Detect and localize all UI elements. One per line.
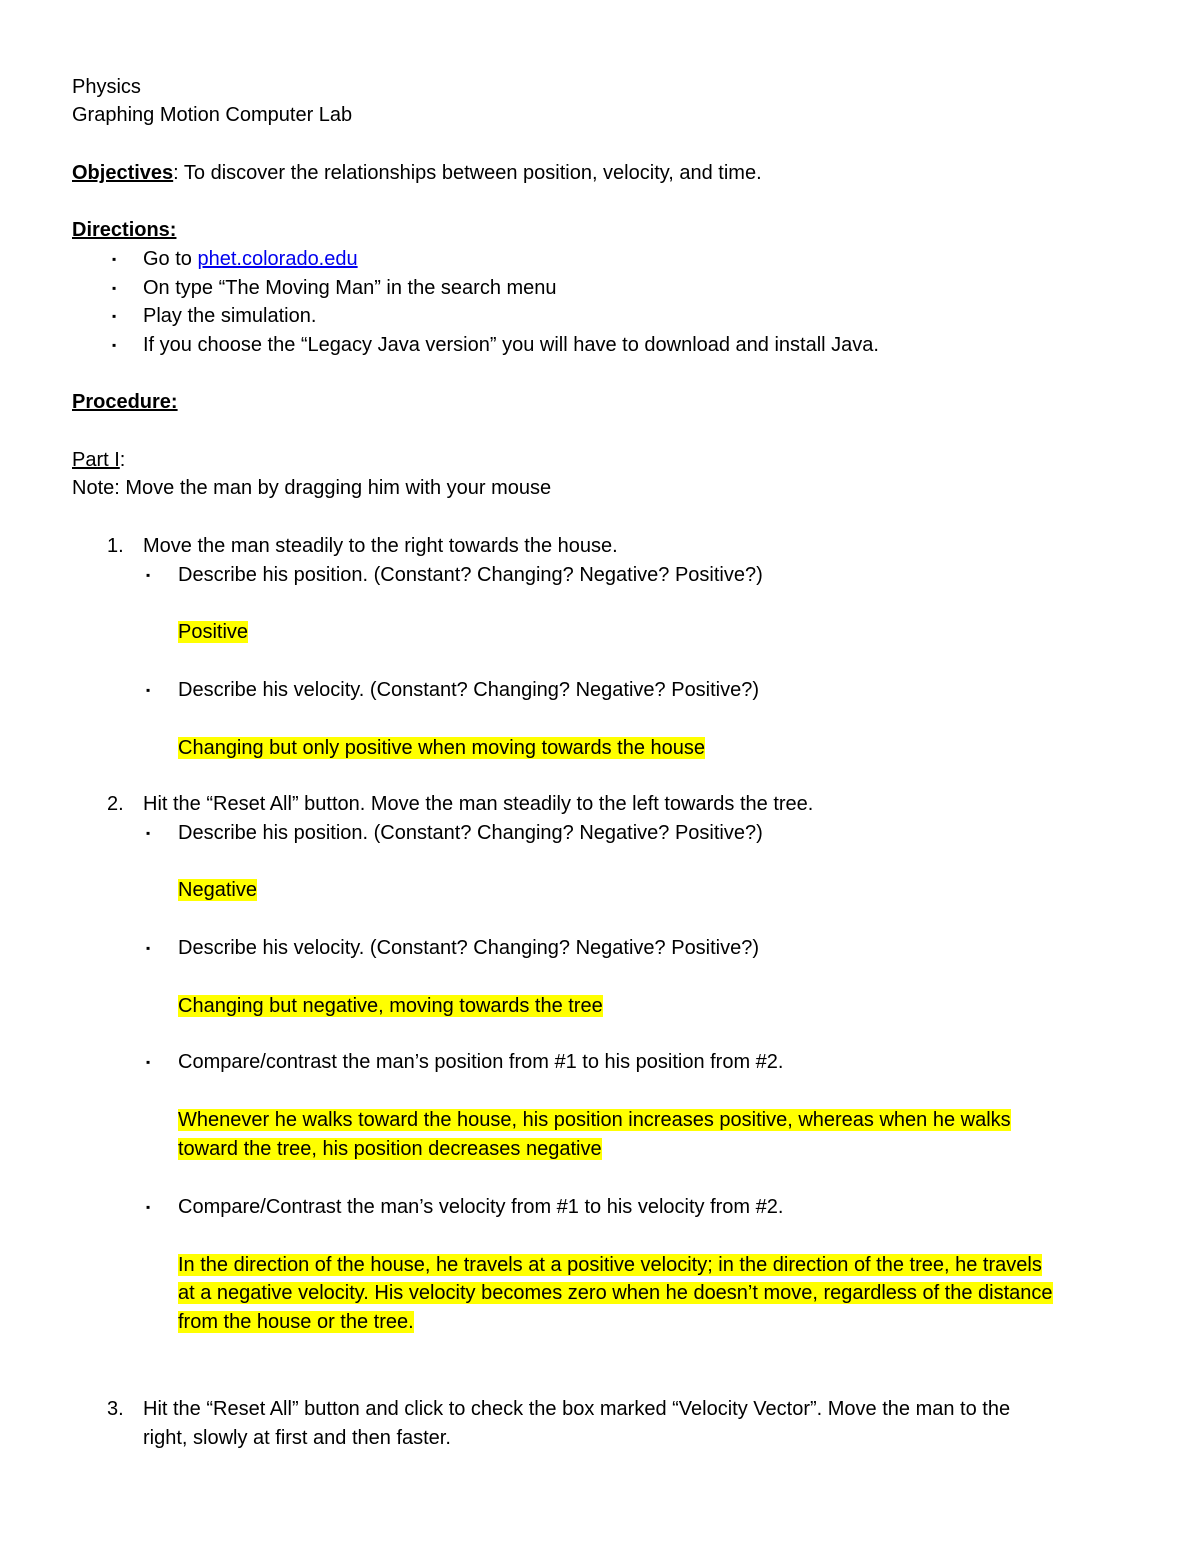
q1-velocity-prompt: Describe his velocity. (Constant? Changing? Negative? Positive?) — [178, 679, 760, 701]
part1-heading — [72, 447, 125, 473]
bullet-icon: ▪ — [146, 1200, 151, 1214]
bullet-icon: ▪ — [146, 683, 151, 697]
q1-position-answer: Positive — [178, 621, 249, 643]
compare-velocity-prompt: Compare/Contrast the man’s velocity from #1 to his velocity from #2. — [178, 1196, 784, 1218]
question-number: 2. — [107, 793, 124, 815]
question-3-text-line2: right, slowly at first and then faster. — [143, 1427, 451, 1449]
direction-item-2: On type “The Moving Man” in the search menu — [143, 277, 557, 299]
bullet-icon: ▪ — [112, 252, 117, 266]
document-title: Graphing Motion Computer Lab — [72, 104, 353, 126]
phet-link[interactable]: phet.colorado.edu — [197, 248, 358, 270]
direction-item-1 — [143, 246, 358, 272]
q1-velocity-answer: Changing but only positive when moving towards the house — [178, 737, 705, 759]
objectives-text: To discover the relationships between position, velocity, and time. — [178, 162, 762, 184]
question-number: 1. — [107, 535, 124, 557]
bullet-icon: ▪ — [112, 338, 117, 352]
bullet-icon: ▪ — [112, 309, 117, 323]
q2-position-answer: Negative — [178, 879, 257, 901]
compare-position-answer-line2: toward the tree, his position decreases negative — [178, 1138, 602, 1160]
question-2-text: Hit the “Reset All” button. Move the man steadily to the left towards the tree. — [143, 793, 814, 815]
compare-velocity-answer-line1: In the direction of the house, he travels at a positive velocity; in the direction of the tree, he travels — [178, 1254, 1042, 1276]
q2-velocity-prompt: Describe his velocity. (Constant? Changing? Negative? Positive?) — [178, 937, 760, 959]
q2-position-prompt: Describe his position. (Constant? Changing? Negative? Positive?) — [178, 822, 763, 844]
bullet-icon: ▪ — [146, 826, 151, 840]
compare-velocity-answer-line3: from the house or the tree. — [178, 1311, 414, 1333]
direction-item-4: If you choose the “Legacy Java version” you will have to download and install Java. — [143, 334, 879, 356]
subject-heading: Physics — [72, 76, 141, 98]
direction-item-3: Play the simulation. — [143, 305, 317, 327]
compare-position-answer-line1: Whenever he walks toward the house, his position increases positive, whereas when he walks — [178, 1109, 1011, 1131]
question-1-text: Move the man steadily to the right towards the house. — [143, 535, 618, 557]
bullet-icon: ▪ — [112, 281, 117, 295]
part1-colon: : — [119, 449, 126, 471]
procedure-label: Procedure: — [72, 391, 178, 413]
bullet-icon: ▪ — [146, 941, 151, 955]
part1-note: Note: Move the man by dragging him with your mouse — [72, 477, 552, 499]
question-3-text-line1: Hit the “Reset All” button and click to check the box marked “Velocity Vector”. Move the man to the — [143, 1398, 1011, 1420]
objectives-colon: : — [173, 162, 179, 184]
bullet-icon: ▪ — [146, 1055, 151, 1069]
direction-item-1-text: Go to — [143, 248, 198, 270]
compare-position-prompt: Compare/contrast the man’s position from #1 to his position from #2. — [178, 1051, 784, 1073]
directions-label: Directions: — [72, 219, 177, 241]
question-number: 3. — [107, 1398, 124, 1420]
part1-label: Part I — [72, 449, 120, 471]
objectives-label: Objectives — [72, 162, 174, 184]
bullet-icon: ▪ — [146, 568, 151, 582]
objectives-line — [72, 160, 762, 186]
q1-position-prompt: Describe his position. (Constant? Changing? Negative? Positive?) — [178, 564, 763, 586]
q2-velocity-answer: Changing but negative, moving towards the tree — [178, 995, 603, 1017]
compare-velocity-answer-line2: at a negative velocity. His velocity becomes zero when he doesn’t move, regardless of the distance — [178, 1282, 1053, 1304]
